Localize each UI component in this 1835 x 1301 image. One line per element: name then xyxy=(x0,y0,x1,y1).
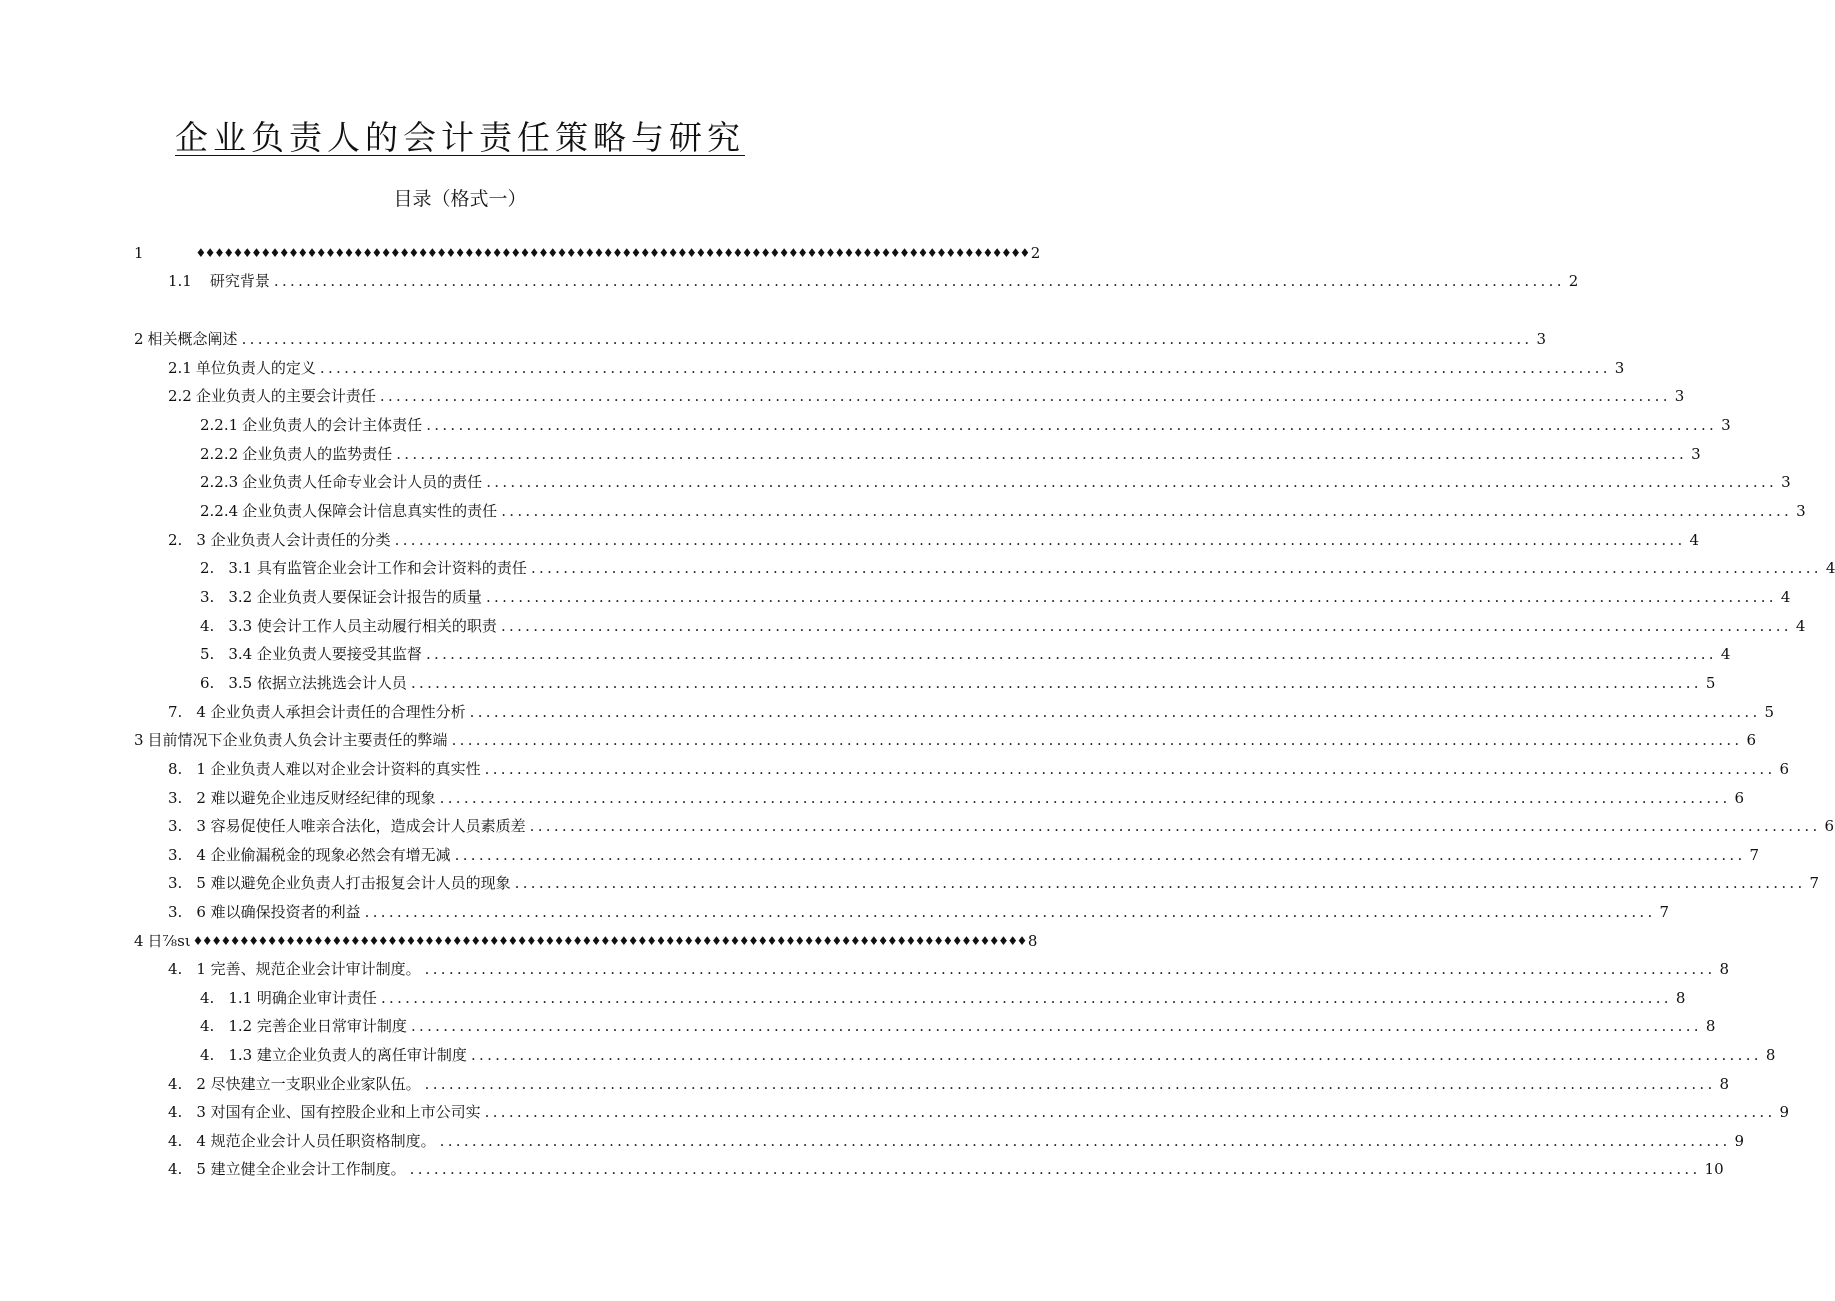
toc-leader-dots: ................................................................................................................................................................ xyxy=(451,731,1743,749)
toc-entry[interactable] xyxy=(168,528,1700,552)
toc-entry-number: 1 xyxy=(134,244,144,262)
toc-entry[interactable] xyxy=(200,413,1731,437)
toc-page-number: 4 xyxy=(1780,588,1791,606)
toc-entry[interactable] xyxy=(168,871,1820,895)
toc-entry[interactable] xyxy=(168,1129,1745,1153)
toc-entry-title: 3.5 依据立法挑选会计人员 xyxy=(228,674,407,692)
toc-page-number: 4 xyxy=(1720,645,1731,663)
toc-entry[interactable] xyxy=(134,327,1546,351)
toc-entry[interactable] xyxy=(168,384,1685,408)
toc-leader-dots: ................................................................................................................................................................ xyxy=(273,272,1565,290)
toc-entry-title: 企业负责人保障会计信息真实性的责任 xyxy=(242,502,498,520)
toc-entry[interactable] xyxy=(134,728,1756,752)
toc-leader-dots: ................................................................................................................................................................ xyxy=(424,1075,1716,1093)
toc-entry-title: 1 完善、规范企业会计审计制度。 xyxy=(196,960,421,978)
toc-entry[interactable] xyxy=(134,929,1038,953)
toc-entry-title: 企业负责人任命专业会计人员的责任 xyxy=(242,473,483,491)
toc-entry[interactable] xyxy=(200,499,1806,523)
toc-leader-dots: ................................................................................................................................................................ xyxy=(529,817,1821,835)
toc-entry-number: 2. xyxy=(200,559,215,577)
toc-entry[interactable] xyxy=(168,814,1835,838)
toc-leader-dots: ................................................................................................................................................................ xyxy=(394,531,1686,549)
toc-entry-title: 企业负责人的主要会计责任 xyxy=(195,387,376,405)
toc-entry-title: 3.4 企业负责人要接受其监督 xyxy=(228,645,422,663)
toc-page-number: 8 xyxy=(1765,1046,1776,1064)
toc-entry-number: 3. xyxy=(168,817,183,835)
toc-entry-title: 目前情况下企业负责人负会计主要责任的弊端 xyxy=(147,731,448,749)
toc-entry[interactable] xyxy=(168,786,1745,810)
toc-entry-title: 单位负责人的定义 xyxy=(195,359,316,377)
toc-page-number: 3 xyxy=(1691,445,1701,463)
toc-entry-title: 3 对国有企业、国有控股企业和上市公司实 xyxy=(196,1103,481,1121)
toc-entry-title: 1.3 建立企业负责人的离任审计制度 xyxy=(228,1046,467,1064)
toc-entry-number: 4. xyxy=(200,1046,215,1064)
toc-entry-number: 4. xyxy=(168,1075,183,1093)
toc-entry-number: 8. xyxy=(168,760,183,778)
toc-entry-number: 1.1 xyxy=(168,272,192,290)
toc-page-number: 9 xyxy=(1779,1103,1790,1121)
toc-entry-number: 2.2.2 xyxy=(200,445,239,463)
toc-entry[interactable] xyxy=(168,900,1670,924)
toc-leader-dots: ................................................................................................................................................................ xyxy=(439,789,1731,807)
toc-entry-number: 2.2.4 xyxy=(200,502,239,520)
toc-leader-dots: ................................................................................................................................................................ xyxy=(469,703,1761,721)
toc-entry-number: 3. xyxy=(168,874,183,892)
toc-page-number: 3 xyxy=(1536,330,1546,348)
toc-entry-number: 2 xyxy=(134,330,144,348)
toc-entry[interactable] xyxy=(168,1100,1790,1124)
toc-page-number: 7 xyxy=(1659,903,1670,921)
toc-entry-title: 4 规范企业会计人员任职资格制度。 xyxy=(196,1132,436,1150)
toc-entry[interactable] xyxy=(200,1014,1716,1038)
toc-entry-title: 日⅞sι xyxy=(147,932,191,950)
toc-page-number: 8 xyxy=(1719,1075,1730,1093)
toc-entry[interactable] xyxy=(168,356,1625,380)
toc-entry[interactable] xyxy=(200,642,1731,666)
toc-page-number: 9 xyxy=(1734,1132,1745,1150)
toc-entry-number: 2.2.1 xyxy=(200,416,239,434)
toc-entry[interactable] xyxy=(168,1157,1724,1181)
toc-leader-dots: ................................................................................................................................................................ xyxy=(410,1017,1702,1035)
toc-entry-title: 6 难以确保投资者的利益 xyxy=(196,903,361,921)
toc-page-number: 8 xyxy=(1705,1017,1716,1035)
toc-entry[interactable] xyxy=(200,470,1791,494)
toc-leader-dots: ................................................................................................................................................................ xyxy=(470,1046,1762,1064)
toc-page-number: 6 xyxy=(1779,760,1790,778)
toc-entry-title: 4 企业偷漏税金的现象必然会有增无减 xyxy=(196,846,451,864)
toc-entry[interactable] xyxy=(168,843,1760,867)
toc-leader-dots: ................................................................................................................................................................ xyxy=(424,960,1716,978)
toc-entry-number: 4 xyxy=(134,932,144,950)
toc-entry[interactable] xyxy=(168,757,1790,781)
toc-entry-number: 2.2 xyxy=(168,387,192,405)
toc-entry[interactable] xyxy=(168,957,1730,981)
toc-page-number: 2 xyxy=(1030,244,1041,262)
toc-entry-number: 7. xyxy=(168,703,183,721)
toc-leader-dots: ................................................................................................................................................................ xyxy=(500,617,1792,635)
toc-leader-dots: ................................................................................................................................................................ xyxy=(486,473,1778,491)
toc-leader-dots: ................................................................................................................................................................ xyxy=(380,989,1672,1007)
toc-entry[interactable] xyxy=(168,700,1775,724)
toc-page-number: 6 xyxy=(1734,789,1745,807)
toc-leader-dots: ................................................................................................................................................................ xyxy=(410,674,1702,692)
toc-page-number: 8 xyxy=(1675,989,1686,1007)
toc-entry-title: 3.1 具有监管企业会计工作和会计资料的责任 xyxy=(228,559,527,577)
toc-entry-number: 3. xyxy=(168,789,183,807)
toc-page-number: 5 xyxy=(1764,703,1775,721)
toc-entry-number: 2.1 xyxy=(168,359,192,377)
toc-page-number: 3 xyxy=(1614,359,1625,377)
toc-page-number: 4 xyxy=(1825,559,1835,577)
toc-entry[interactable] xyxy=(200,614,1806,638)
toc-entry-number: 6. xyxy=(200,674,215,692)
toc-entry-title: 1.1 明确企业审计责任 xyxy=(228,989,377,1007)
toc-entry[interactable] xyxy=(200,1043,1776,1067)
toc-page-number: 6 xyxy=(1824,817,1835,835)
toc-entry[interactable] xyxy=(168,269,1579,293)
toc-page-number: 3 xyxy=(1674,387,1685,405)
toc-page-number: 7 xyxy=(1809,874,1820,892)
toc-leader-dots: ................................................................................................................................................................ xyxy=(485,588,1777,606)
toc-leader-dots: ................................................................................................................................................................ xyxy=(364,903,1656,921)
toc-leader-dots: ................................................................................................................................................................ xyxy=(319,359,1611,377)
toc-entry-title: 3 容易促使任人唯亲合法化，造成会计人员素质差 xyxy=(196,817,526,835)
toc-leader-dots: ................................................................................................................................................................ xyxy=(425,645,1717,663)
toc-entry-title: 3.3 使会计工作人员主动履行相关的职责 xyxy=(228,617,497,635)
toc-leader-dots: ................................................................................................................................................................ xyxy=(241,330,1533,348)
toc-entry-title: 1.2 完善企业日常审计制度 xyxy=(228,1017,407,1035)
toc-leader-dots: ................................................................................................................................................................ xyxy=(484,760,1776,778)
toc-entry-title: 1 企业负责人难以对企业会计资料的真实性 xyxy=(196,760,481,778)
toc-entry-number: 4. xyxy=(168,960,183,978)
toc-entry-title: 5 建立健全企业会计工作制度。 xyxy=(196,1160,406,1178)
toc-page-number: 5 xyxy=(1705,674,1716,692)
toc-page-number: 8 xyxy=(1027,932,1038,950)
toc-page-number: 3 xyxy=(1781,473,1791,491)
toc-page-number: 6 xyxy=(1746,731,1756,749)
toc-leader-diamonds: ♦♦♦♦♦♦♦♦♦♦♦♦♦♦♦♦♦♦♦♦♦♦♦♦♦♦♦♦♦♦♦♦♦♦♦♦♦♦♦♦♦♦♦♦♦♦♦♦♦♦♦♦♦♦♦♦♦♦♦♦♦♦♦♦♦♦♦♦♦♦♦♦♦♦♦♦♦♦♦♦♦♦♦♦♦♦♦♦♦♦ xyxy=(195,246,1029,260)
toc-page-number: 7 xyxy=(1749,846,1760,864)
toc-leader-dots: ................................................................................................................................................................ xyxy=(426,416,1718,434)
toc-entry-number: 2.2.3 xyxy=(200,473,239,491)
toc-entry-title: 3.2 企业负责人要保证会计报告的质量 xyxy=(228,588,482,606)
toc-entry[interactable] xyxy=(200,585,1791,609)
toc-entry-title: 4 企业负责人承担会计责任的合理性分析 xyxy=(196,703,466,721)
toc-entry-number: 4. xyxy=(200,989,215,1007)
toc-entry-title: 相关概念阐述 xyxy=(147,330,238,348)
toc-entry[interactable] xyxy=(200,671,1716,695)
toc-leader-dots: ................................................................................................................................................................ xyxy=(379,387,1671,405)
toc-entry-number: 4. xyxy=(168,1160,183,1178)
toc-leader-dots: ................................................................................................................................................................ xyxy=(501,502,1793,520)
document-title: 企业负责人的会计责任策略与研究 xyxy=(175,118,745,157)
toc-leader-dots: ................................................................................................................................................................ xyxy=(396,445,1688,463)
toc-entry-number: 3 xyxy=(134,731,144,749)
toc-entry-title: 研究背景 xyxy=(209,272,270,290)
toc-entry-title: 企业负责人的监势责任 xyxy=(242,445,393,463)
toc-page-number: 3 xyxy=(1721,416,1731,434)
toc-leader-diamonds: ♦♦♦♦♦♦♦♦♦♦♦♦♦♦♦♦♦♦♦♦♦♦♦♦♦♦♦♦♦♦♦♦♦♦♦♦♦♦♦♦♦♦♦♦♦♦♦♦♦♦♦♦♦♦♦♦♦♦♦♦♦♦♦♦♦♦♦♦♦♦♦♦♦♦♦♦♦♦♦♦♦♦♦♦♦♦♦♦♦♦ xyxy=(192,934,1026,948)
toc-leader-dots: ................................................................................................................................................................ xyxy=(454,846,1746,864)
toc-entry-number: 4. xyxy=(200,1017,215,1035)
toc-entry-number: 4. xyxy=(168,1132,183,1150)
toc-entry-number: 2. xyxy=(168,531,183,549)
toc-entry[interactable] xyxy=(200,442,1701,466)
toc-entry[interactable] xyxy=(168,1072,1730,1096)
toc-entry-title: 3 企业负责人会计责任的分类 xyxy=(196,531,391,549)
toc-leader-dots: ................................................................................................................................................................ xyxy=(530,559,1822,577)
toc-entry-title: 企业负责人的会计主体责任 xyxy=(242,416,423,434)
toc-leader-dots: ................................................................................................................................................................ xyxy=(514,874,1806,892)
toc-entry[interactable] xyxy=(134,241,1041,265)
toc-page-number: 4 xyxy=(1795,617,1806,635)
toc-leader-dots: ................................................................................................................................................................ xyxy=(484,1103,1776,1121)
toc-page-number: 10 xyxy=(1704,1160,1724,1178)
toc-leader-dots: ................................................................................................................................................................ xyxy=(439,1132,1731,1150)
toc-page-number: 8 xyxy=(1719,960,1730,978)
toc-entry-number: 3. xyxy=(168,903,183,921)
toc-entry-title: 5 难以避免企业负责人打击报复会计人员的现象 xyxy=(196,874,511,892)
toc-page-number: 2 xyxy=(1568,272,1579,290)
toc-entry[interactable] xyxy=(200,986,1686,1010)
toc-entry-number: 4. xyxy=(168,1103,183,1121)
toc-entry-title: 2 尽快建立一支职业企业家队伍。 xyxy=(196,1075,421,1093)
toc-leader-dots: ................................................................................................................................................................ xyxy=(409,1160,1701,1178)
toc-entry-title: 2 难以避免企业违反财经纪律的现象 xyxy=(196,789,436,807)
toc-entry-number: 5. xyxy=(200,645,215,663)
toc-entry[interactable] xyxy=(200,556,1835,580)
toc-page-number: 4 xyxy=(1689,531,1700,549)
toc-page-number: 3 xyxy=(1796,502,1806,520)
toc-entry-number: 3. xyxy=(168,846,183,864)
toc-entry-number: 4. xyxy=(200,617,215,635)
toc-heading: 目录（格式一） xyxy=(393,188,527,210)
toc-entry-number: 3. xyxy=(200,588,215,606)
